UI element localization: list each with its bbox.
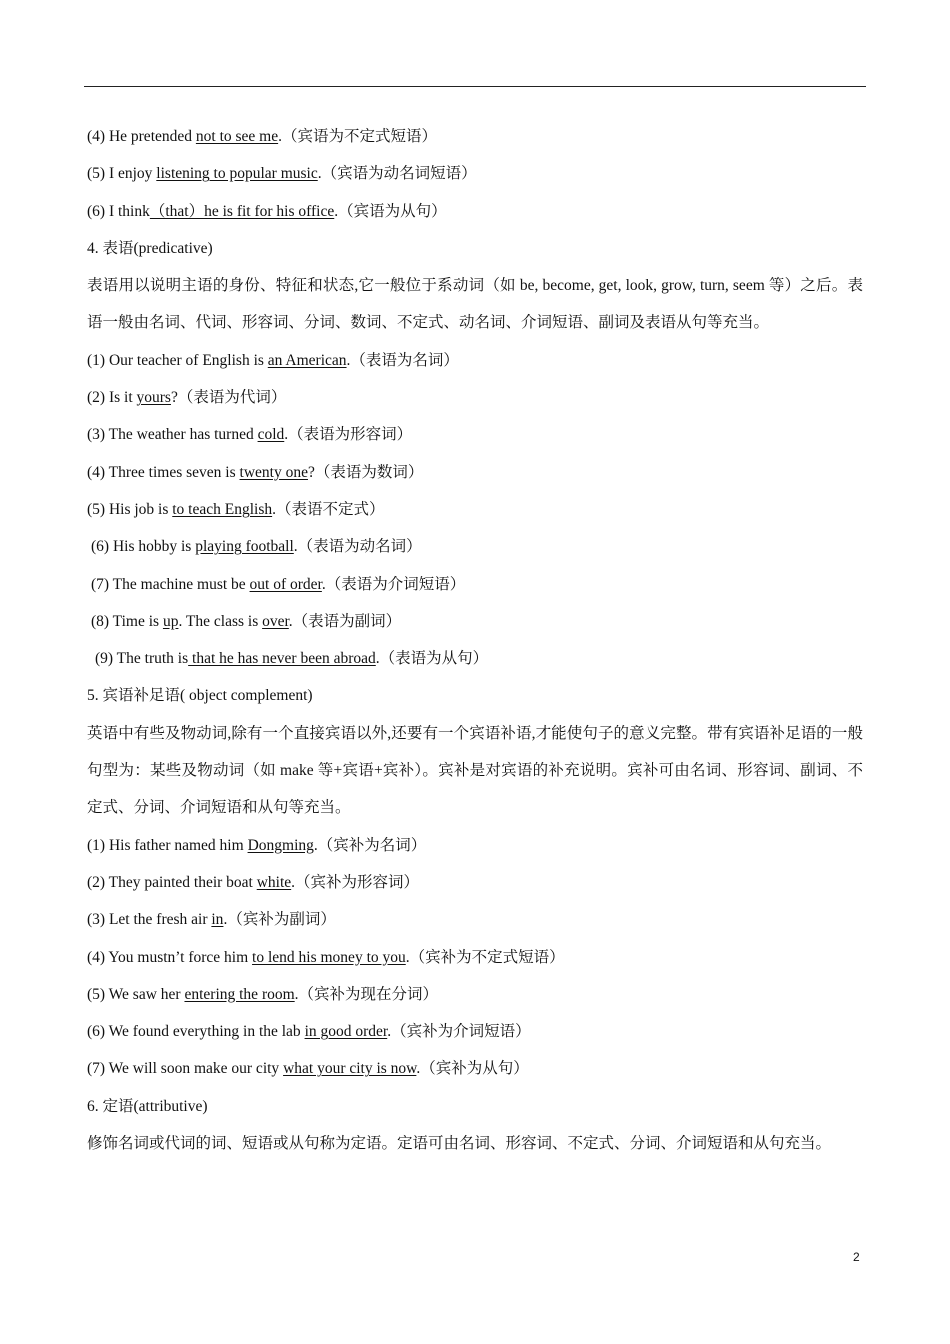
sentence-text: (3) The weather has turned [87, 426, 258, 444]
example-sentence [87, 939, 863, 976]
section-heading [87, 230, 863, 267]
example-sentence [87, 864, 863, 901]
heading-text: 6. 定语(attributive) [87, 1097, 208, 1115]
underlined-phrase: to teach English [172, 500, 273, 518]
sentence-note: .（宾补为现在分词） [294, 985, 439, 1003]
underlined-phrase: cold [257, 426, 285, 444]
sentence-text: (6) His hobby is [91, 538, 196, 556]
underlined-phrase: Dongming [247, 836, 314, 854]
example-sentence [87, 976, 863, 1013]
sentence-note: .（宾语为动名词短语） [317, 165, 477, 183]
sentence-text: (2) They painted their boat [87, 873, 257, 891]
underlined-phrase: not to see me [195, 128, 279, 145]
paragraph-text: 修饰名词或代词的词、短语或从句称为定语。定语可由名词、形容词、不定式、分词、介词短语和从句充当。 [87, 1135, 832, 1153]
underlined-phrase: white [256, 873, 292, 891]
heading-text: 4. 表语(predicative) [87, 239, 213, 257]
explanation-paragraph [87, 267, 863, 342]
explanation-paragraph [87, 715, 863, 827]
header-rule [84, 86, 866, 87]
sentence-note: .（表语为动名词） [293, 538, 422, 556]
underlined-phrase: that he has never been abroad [188, 650, 376, 668]
example-sentence [87, 566, 863, 603]
paragraph-text: 表语用以说明主语的身份、特征和状态,它一般位于系动词（如 be, become, get, look, grow, turn, seem 等）之后。表语一般由名词、代词、形容词、分词、数词、不定式、动名词、介词短语、副词及表语从句等充当。 [87, 277, 863, 332]
sentence-text: (4) You mustn’t force him [87, 948, 253, 966]
sentence-text: (1) His father named him [87, 836, 248, 854]
underlined-phrase: up [162, 612, 179, 630]
example-sentence [87, 1013, 863, 1050]
underlined-phrase: playing football [195, 538, 294, 556]
example-sentence [87, 416, 863, 453]
underlined-phrase: what your city is now [283, 1060, 417, 1078]
example-sentence [87, 528, 863, 565]
sentence-note: .（宾补为形容词） [291, 873, 420, 891]
sentence-note: .（宾补为副词） [223, 911, 336, 929]
sentence-text: (4) He pretended [87, 128, 196, 145]
example-sentence [87, 155, 863, 192]
sentence-text: (5) We saw her [87, 985, 185, 1003]
example-sentence [87, 379, 863, 416]
underlined-phrase: out of order [249, 575, 322, 593]
example-sentence [87, 118, 863, 155]
sentence-text: (2) Is it [87, 389, 137, 407]
sentence-text: (7) The machine must be [91, 575, 250, 593]
explanation-paragraph [87, 1125, 863, 1162]
sentence-text: (9) The truth is [95, 650, 189, 668]
page-number: 2 [853, 1250, 860, 1264]
underlined-phrase: an American [267, 351, 347, 369]
sentence-note: ?（表语为数词） [307, 463, 424, 481]
section-heading [87, 1088, 863, 1125]
sentence-note: ?（表语为代词） [170, 389, 287, 407]
example-sentence [87, 454, 863, 491]
sentence-text: (5) His job is [87, 500, 173, 518]
sentence-text: (6) I think [87, 202, 150, 220]
example-sentence [87, 193, 863, 230]
sentence-note: .（表语为名词） [346, 351, 459, 369]
sentence-text: (3) Let the fresh air [87, 911, 212, 929]
example-sentence [87, 491, 863, 528]
sentence-note: .（表语不定式） [272, 500, 385, 518]
paragraph-text: 英语中有些及物动词,除有一个直接宾语以外,还要有一个宾语补语,才能使句子的意义完整。带有宾语补足语的一般句型为：某些及物动词（如 make 等+宾语+宾补）。宾补是对宾语的补充说明。宾补可由名词、形容词、副词、不定式、分词、介词短语和从句等充当。 [87, 724, 863, 817]
sentence-text: (7) We will soon make our city [87, 1060, 284, 1078]
sentence-text-mid: . The class is [178, 612, 263, 630]
example-sentence [87, 640, 863, 677]
sentence-note: .（表语为介词短语） [321, 575, 466, 593]
underlined-phrase-2: over [262, 612, 289, 630]
sentence-text: (6) We found everything in the lab [87, 1023, 305, 1041]
sentence-note: .（宾补为名词） [313, 836, 427, 854]
sentence-note: .（表语为从句） [375, 650, 489, 668]
sentence-note: .（表语为副词） [288, 612, 402, 630]
underlined-phrase: twenty one [239, 463, 308, 481]
underlined-phrase: in good order [304, 1023, 388, 1041]
sentence-text: (8) Time is [91, 612, 163, 630]
underlined-phrase: in [211, 911, 224, 929]
sentence-note: .（宾语为从句） [334, 202, 447, 220]
underlined-phrase: entering the room [184, 985, 295, 1003]
heading-text: 5. 宾语补足语( object complement) [87, 687, 313, 705]
example-sentence [87, 342, 863, 379]
document-body [87, 118, 863, 1162]
sentence-text: (1) Our teacher of English is [87, 351, 268, 369]
sentence-note: .（宾语为不定式短语） [278, 128, 437, 145]
sentence-text: (4) Three times seven is [87, 463, 240, 481]
sentence-text: (5) I enjoy [87, 165, 157, 183]
section-heading [87, 677, 863, 714]
example-sentence [87, 1050, 863, 1087]
underlined-phrase: listening to popular music [156, 165, 318, 183]
sentence-note: .（宾补为不定式短语） [405, 948, 565, 966]
example-sentence [87, 603, 863, 640]
sentence-note: .（宾补为从句） [416, 1060, 529, 1078]
underlined-phrase: （that）he is fit for his office [149, 202, 335, 220]
underlined-phrase: yours [136, 389, 171, 407]
underlined-phrase: to lend his money to you [252, 948, 406, 966]
example-sentence [87, 827, 863, 864]
sentence-note: .（表语为形容词） [284, 426, 413, 444]
example-sentence [87, 901, 863, 938]
sentence-note: .（宾补为介词短语） [387, 1023, 531, 1041]
